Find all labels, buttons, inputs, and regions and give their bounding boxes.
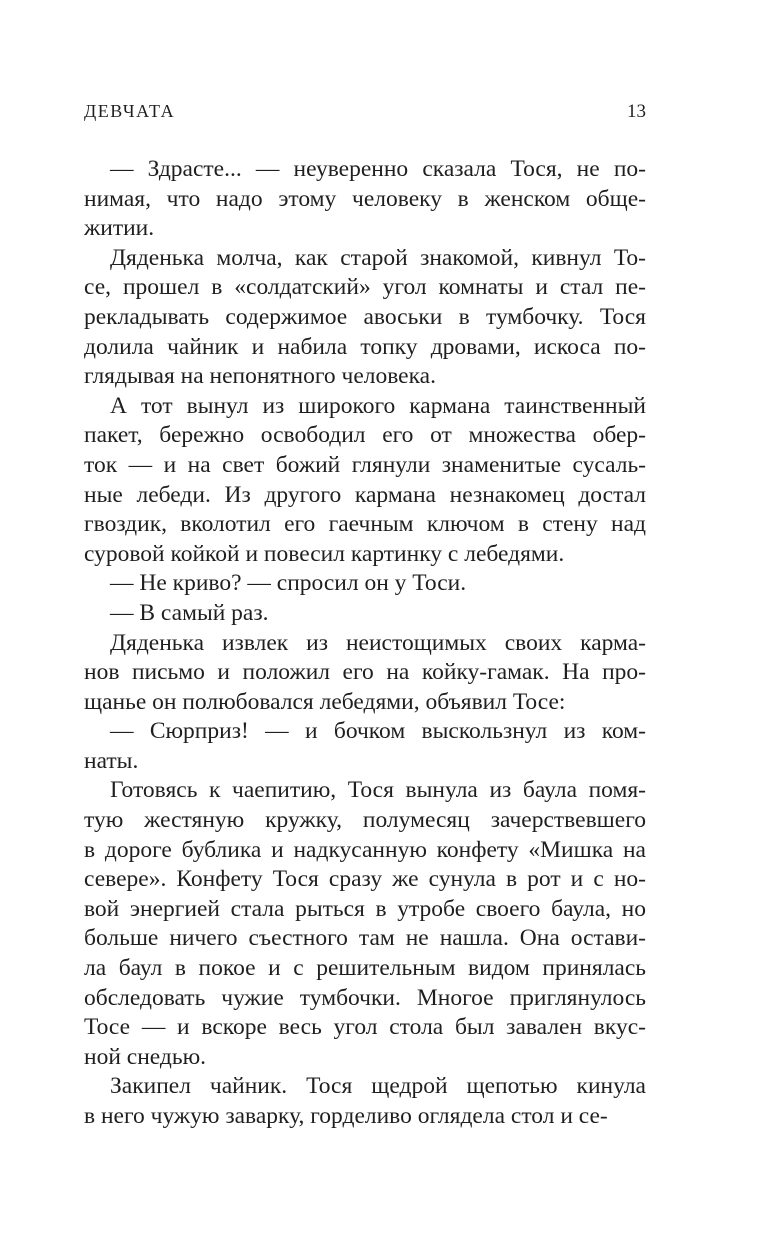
- paragraph: [84, 569, 646, 599]
- text-line: нимая, что надо этому человеку в женском обще-: [84, 185, 646, 212]
- text-line: севере». Конфету Тося сразу же сунула в рот и с но-: [84, 866, 646, 893]
- text-line: Готовясь к чаепитию, Тося вынула из баула помя-: [110, 777, 646, 804]
- text-line: долила чайник и набила топку дровами, искоса по-: [84, 333, 646, 360]
- text-line: се, прошел в «солдатский» угол комнаты и стал пе-: [84, 274, 646, 301]
- text-line: щанье он полюбовался лебедями, объявил Тосе:: [84, 688, 566, 715]
- body-text: [84, 155, 646, 1132]
- text-line: в него чужую заварку, горделиво оглядела стол и се-: [84, 1103, 608, 1129]
- text-line: Дяденька извлек из неистощимых своих карма-: [110, 629, 646, 656]
- text-line: А тот вынул из широкого кармана таинственный: [110, 392, 646, 419]
- text-line: ла баул в покое и с решительным видом принялась: [84, 955, 646, 982]
- text-line: в дороге бублика и надкусанную конфету «Мишка на: [84, 836, 646, 863]
- running-title: ДЕВЧАТА: [84, 101, 176, 121]
- text-line: Тосе — и вскоре весь угол стола был завален вкус-: [84, 1014, 646, 1041]
- running-head: [84, 101, 646, 125]
- text-line: ток — и на свет божий глянули знаменитые сусаль-: [84, 451, 646, 478]
- text-line: — Сюрприз! — и бочком выскользнул из ком-: [110, 718, 646, 745]
- text-line: глядывая на непонятного человека.: [84, 363, 436, 390]
- text-line: рекладывать содержимое авоськи в тумбочку. Тося: [84, 303, 646, 330]
- paragraph: [84, 717, 646, 776]
- text-line: Дяденька молча, как старой знакомой, кивнул То-: [110, 244, 646, 271]
- text-line: ные лебеди. Из другого кармана незнакомец достал: [84, 481, 646, 508]
- text-line: — В самый раз.: [110, 599, 269, 626]
- text-line: тую жестяную кружку, полумесяц зачерствевшего: [84, 807, 646, 834]
- text-line: наты.: [84, 747, 139, 774]
- text-line: суровой койкой и повесил картинку с лебедями.: [84, 540, 565, 567]
- text-line: житии.: [84, 215, 155, 242]
- text-line: нов письмо и положил его на койку-гамак. На про-: [84, 659, 646, 686]
- text-line: пакет, бережно освободил его от множества обер-: [84, 422, 646, 449]
- text-line: Закипел чайник. Тося щедрой щепотью кинула: [110, 1073, 646, 1100]
- text-line: — Здрасте... — неуверенно сказала Тося, не по-: [110, 156, 646, 182]
- paragraph: [84, 1072, 646, 1131]
- paragraph: [84, 776, 646, 1072]
- paragraph: [84, 599, 646, 629]
- text-line: вой энергией стала рыться в утробе своего баула, но: [84, 895, 646, 922]
- paragraph: [84, 155, 646, 244]
- text-line: — Не криво? — спросил он у Тоси.: [110, 570, 467, 597]
- text-line: обследовать чужие тумбочки. Многое приглянулось: [84, 984, 646, 1011]
- page-number: 13: [627, 101, 646, 122]
- text-line: ной снедью.: [84, 1043, 207, 1070]
- paragraph: [84, 392, 646, 570]
- paragraph: [84, 244, 646, 392]
- text-line: больше ничего съестного там не нашла. Она остави-: [84, 925, 646, 952]
- paragraph: [84, 629, 646, 718]
- text-line: гвоздик, вколотил его гаечным ключом в стену над: [84, 511, 646, 538]
